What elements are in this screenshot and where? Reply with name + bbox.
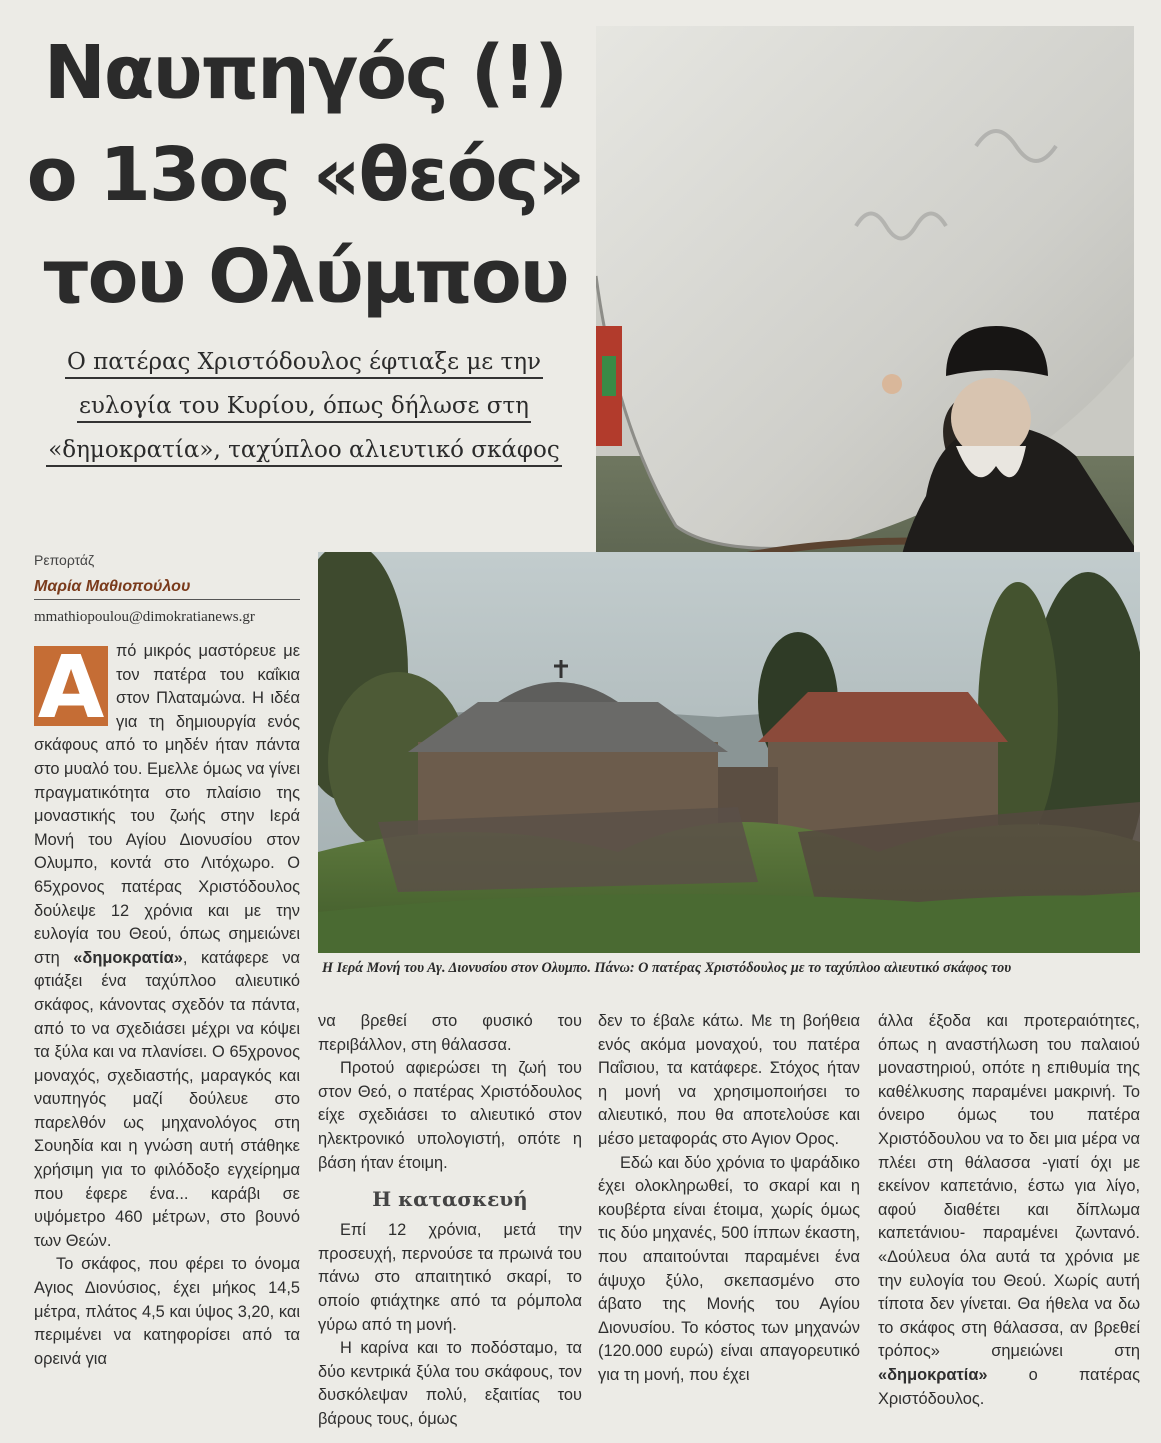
subheadline: [24, 340, 584, 472]
article-column-4: [878, 1010, 1140, 1411]
photo-caption: Η Ιερά Μονή του Αγ. Διονυσίου στον Ολυμπο. Πάνω: Ο πατέρας Χριστόδουλος με το ταχύπλοο αλιευτικό σκάφος του: [322, 960, 1012, 976]
byline-label: Ρεπορτάζ: [34, 552, 95, 568]
monastery-illustration: [318, 552, 1140, 953]
headline: [20, 22, 590, 328]
paragraph-2: Το σκάφος, που φέρει το όνομα Αγιος Διονύσιος, έχει μήκος 14,5 μέτρα, πλάτος 4,5 και ύψος 3,20, και περιμένει να κατηφορίσει από τα ορεινά για: [34, 1255, 300, 1368]
paragraph-9-lead: άλλα έξοδα και προτεραιότητες, όπως η αναστήλωση του παλαιού μοναστηριού, οπότε η επιθυμία της καθέλκυσης παραμένει μακρινή. Το όνειρο όμως του πατέρα Χριστόδουλου να το δει μια μέρα να πλέει στη θάλασσα -γιατί όχι με εκείνον καπετάνιο, έστω για λίγο, αφού διαθέτει και δίπλωμα καπετάνιου- παραμένει ζωντανό. «Δούλευα όλα αυτά τα χρόνια με την ευλογία του Θεού. Χωρίς αυτή τίποτα δεν γίνεται. Θα ήθελα να δω το σκάφος στη θάλασσα, αν βρεθεί τρόπος» σημειώνει στη: [878, 1012, 1140, 1361]
drop-cap: Α: [34, 646, 108, 726]
byline-divider: [34, 599, 300, 600]
paragraph-1-rest: , κατάφερε να φτιάξει ένα ταχύπλοο αλιευτικό σκάφος, κάνοντας σχεδόν τα πάντα, από το να σχεδιάσει μέχρι να κόψει τα ξύλα και να πλανίσει. Ο 65χρονος μοναχός, σχεδιαστής, μαραγκός και ναυπηγός μαζί δούλευε στο παρελθόν ως μηχανολόγος στη Σουηδία και η γνώση αυτή στάθηκε χρήσιμη για το φιλόδοξο εγχείρημα που έφερε ένα... καράβι σε υψόμετρο 460 μέτρων, στο βουνό των Θεών.: [34, 948, 300, 1250]
newspaper-name-2: «δημοκρατία»: [878, 1365, 988, 1384]
headline-line-2: ο 13ος «θεός»: [26, 132, 584, 218]
subheadline-line-2: ευλογία του Κυρίου, όπως δήλωσε στη: [77, 393, 531, 423]
paragraph-7: δεν το έβαλε κάτω. Με τη βοήθεια ενός ακόμα μοναχού, του πατέρα Παΐσιου, τα κατάφερε. Στόχος ήταν η μονή να χρησιμοποιήσει το αλιευτικό, που θα αποτελούσε και μέσο μεταφοράς στο Αγιον Ορος.: [598, 1012, 860, 1148]
byline-email: mmathiopoulou@dimokratianews.gr: [34, 609, 255, 625]
byline-author: Μαρία Μαθιοπούλου: [34, 578, 191, 595]
article-column-1: [34, 640, 300, 1371]
subheadline-line-3: «δημοκρατία», ταχύπλοο αλιευτικό σκάφος: [46, 437, 562, 467]
newspaper-name-1: «δημοκρατία»: [73, 948, 183, 967]
article-column-3: [598, 1010, 860, 1388]
headline-line-3: του Ολύμπου: [42, 234, 568, 320]
monastery-photo: [318, 552, 1140, 953]
subheadline-line-1: Ο πατέρας Χριστόδουλος έφτιαξε με την: [65, 349, 543, 379]
headline-line-1: Ναυπηγός (!): [43, 30, 567, 116]
section-heading: Η κατασκευή: [372, 1187, 528, 1212]
article-column-2: [318, 1010, 582, 1432]
paragraph-8: Εδώ και δύο χρόνια το ψαράδικο έχει ολοκληρωθεί, το σκαρί και η κουβέρτα είναι έτοιμα, χωρίς όμως τις δύο μηχανές, 500 ίππων έκαστη, που απαιτούνται παραμένει ένα άψυχο ξύλο, σκεπασμένο στο άβατο της Μονής του Αγίου Διονυσίου. Το κόστος των μηχανών (120.000 ευρώ) είναι απαγορευτικό για τη μονή, που έχει: [598, 1153, 860, 1384]
paragraph-1-lead: πό μικρός μαστόρευε με τον πατέρα του καΐκια στον Πλαταμώνα. Η ιδέα για τη δημιουργία ενός σκάφους από το μηδέν ήταν πάντα στο μυαλό του. Εμελλε όμως να γίνει πραγματικότητα στο πλαίσιο της μοναστικής του ζωής στην Ιερά Μονή του Αγίου Διονυσίου στον Ολυμπο, κοντά στο Λιτόχωρο. Ο 65χρονος πατέρας Χριστόδουλος δούλεψε 12 χρόνια και με την ευλογία του Θεού, όπως σημειώνει στη: [34, 642, 300, 967]
paragraph-3: να βρεθεί στο φυσικό του περιβάλλον, στη θάλασσα.: [318, 1012, 582, 1054]
paragraph-6: Η καρίνα και το ποδόσταμο, τα δύο κεντρικά ξύλα του σκάφους, τον δυσκόλεψαν πολύ, εξαιτίας του βάρους τους, όμως: [318, 1339, 582, 1428]
paragraph-9-rest: ο πατέρας Χριστόδουλος.: [878, 1365, 1140, 1408]
paragraph-5: Επί 12 χρόνια, μετά την προσευχή, περνούσε τα πρωινά του πάνω στο απαιτητικό σκαρί, το οποίο φτιάχτηκε από τα ρόμπολα γύρω από τη μονή.: [318, 1221, 582, 1334]
paragraph-4: Προτού αφιερώσει τη ζωή του στον Θεό, ο πατέρας Χριστόδουλος είχε σχεδιάσει το αλιευτικό στον ηλεκτρονικό υπολογιστή, οπότε η βάση ήταν έτοιμη.: [318, 1059, 582, 1172]
